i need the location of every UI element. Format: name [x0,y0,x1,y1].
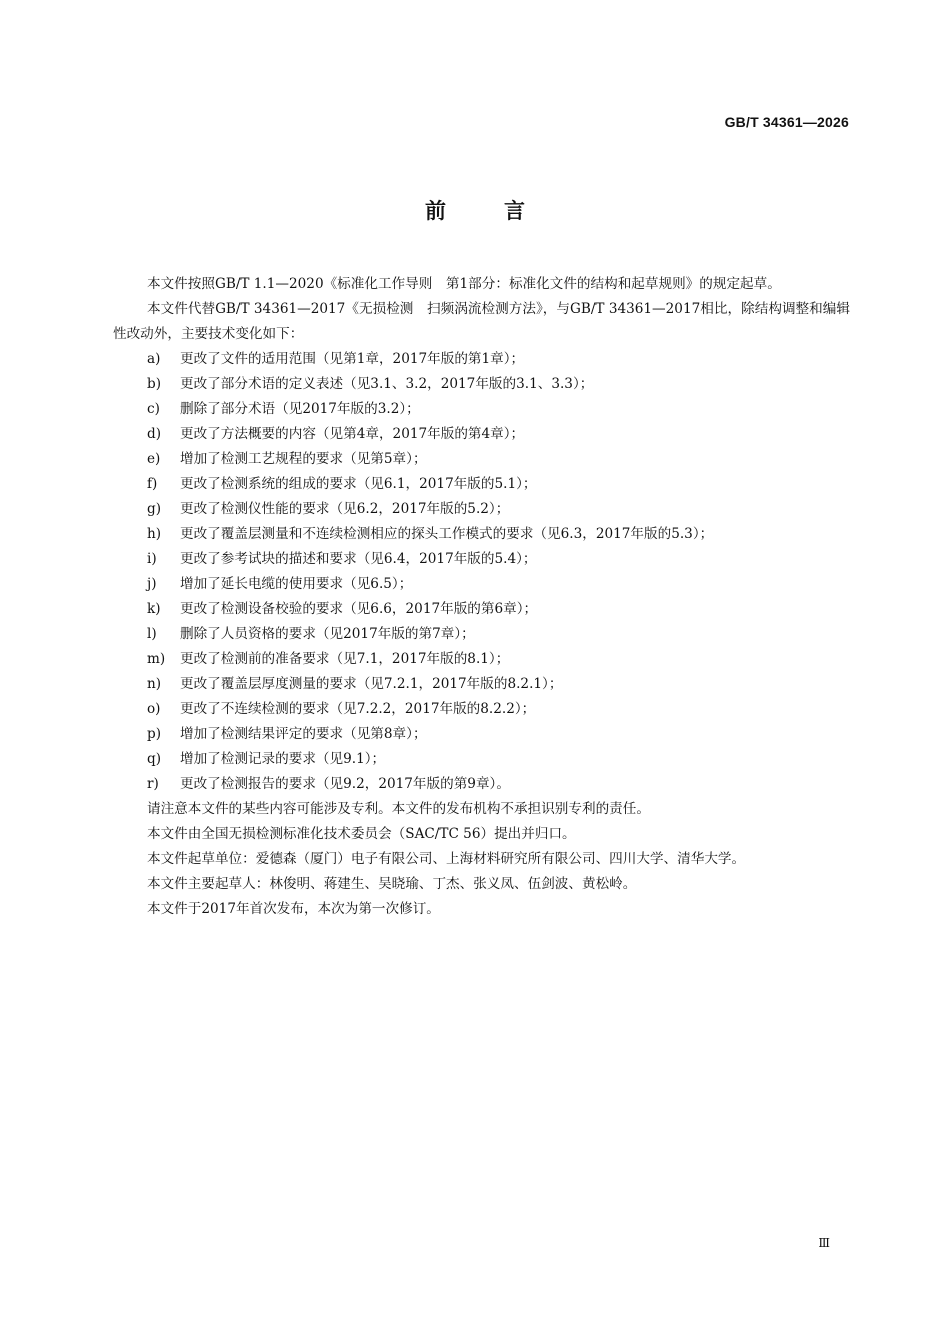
list-marker: q) [147,751,162,767]
list-marker: m) [147,651,166,667]
standard-code: GB/T 34361—2026 [724,114,849,130]
list-item-text: 更改了参考试块的描述和要求（见6.4，2017年版的5.4）； [180,551,537,567]
list-item [113,772,850,797]
list-marker: g) [147,501,162,517]
list-item-text: 增加了检测结果评定的要求（见第8章）； [180,726,427,742]
list-item [113,347,850,372]
list-item-text: 更改了覆盖层测量和不连续检测相应的探头工作模式的要求（见6.3，2017年版的5.3）； [180,526,714,542]
paragraph-proposer: 本文件由全国无损检测标准化技术委员会（SAC/TC 56）提出并归口。 [147,826,576,842]
list-item-text: 更改了检测设备校验的要求（见6.6，2017年版的第6章）； [180,601,538,617]
list-item [113,522,850,547]
list-item [113,672,850,697]
list-item-text: 增加了延长电缆的使用要求（见6.5）； [180,576,413,592]
list-item [113,547,850,572]
list-item [113,422,850,447]
list-marker: f) [147,476,158,492]
changes-list [113,347,850,797]
list-marker: e) [147,451,161,467]
list-item [113,622,850,647]
list-item [113,572,850,597]
list-marker: b) [147,376,162,392]
list-marker: r) [147,776,159,792]
list-item [113,447,850,472]
foreword-body [113,272,850,922]
list-item [113,497,850,522]
list-item-text: 增加了检测工艺规程的要求（见第5章）； [180,451,427,467]
list-marker: k) [147,601,161,617]
list-item [113,697,850,722]
list-item-text: 更改了部分术语的定义表述（见3.1、3.2，2017年版的3.1、3.3）； [180,376,594,392]
list-item [113,647,850,672]
list-item [113,747,850,772]
paragraph-revision-history: 本文件于2017年首次发布，本次为第一次修订。 [147,901,440,917]
list-marker: i) [147,551,157,567]
list-item-text: 更改了检测前的准备要求（见7.1，2017年版的8.1）； [180,651,510,667]
page-number: Ⅲ [818,1236,830,1250]
paragraph-drafting-units: 本文件起草单位：爱德森（厦门）电子有限公司、上海材料研究所有限公司、四川大学、清华大学。 [147,851,746,867]
list-item [113,597,850,622]
list-item-text: 删除了人员资格的要求（见2017年版的第7章）； [180,626,475,642]
list-item-text: 更改了覆盖层厚度测量的要求（见7.2.1，2017年版的8.2.1）； [180,676,563,692]
list-item [113,397,850,422]
list-item-text: 更改了不连续检测的要求（见7.2.2，2017年版的8.2.2）； [180,701,536,717]
list-marker: n) [147,676,162,692]
page-title: 前言 [425,199,583,223]
list-marker: p) [147,726,162,742]
list-item-text: 更改了文件的适用范围（见第1章，2017年版的第1章）； [180,351,525,367]
list-item-text: 更改了检测系统的组成的要求（见6.1，2017年版的5.1）； [180,476,537,492]
list-marker: l) [147,626,157,642]
paragraph-drafting-rules: 本文件按照GB/T 1.1—2020《标准化工作导则 第1部分：标准化文件的结构和起草规则》的规定起草。 [147,276,781,292]
paragraph-drafters: 本文件主要起草人：林俊明、蒋建生、吴晓瑜、丁杰、张义凤、伍剑波、黄松岭。 [147,876,637,892]
list-item-text: 更改了检测报告的要求（见9.2，2017年版的第9章）。 [180,776,510,792]
list-item [113,372,850,397]
list-item [113,472,850,497]
list-marker: o) [147,701,161,717]
list-marker: h) [147,526,162,542]
list-item-text: 增加了检测记录的要求（见9.1）； [180,751,386,767]
paragraph-patent-notice: 请注意本文件的某些内容可能涉及专利。本文件的发布机构不承担识别专利的责任。 [147,801,650,817]
list-marker: a) [147,351,161,367]
list-item [113,722,850,747]
list-item-text: 删除了部分术语（见2017年版的3.2）； [180,401,420,417]
list-item-text: 更改了方法概要的内容（见第4章，2017年版的第4章）； [180,426,525,442]
list-item-text: 更改了检测仪性能的要求（见6.2，2017年版的5.2）； [180,501,510,517]
list-marker: d) [147,426,162,442]
paragraph-replacement: 本文件代替GB/T 34361—2017《无损检测 扫频涡流检测方法》，与GB/T 34361—2017相比，除结构调整和编辑性改动外，主要技术变化如下： [113,301,850,342]
list-marker: j) [147,576,157,592]
list-marker: c) [147,401,160,417]
